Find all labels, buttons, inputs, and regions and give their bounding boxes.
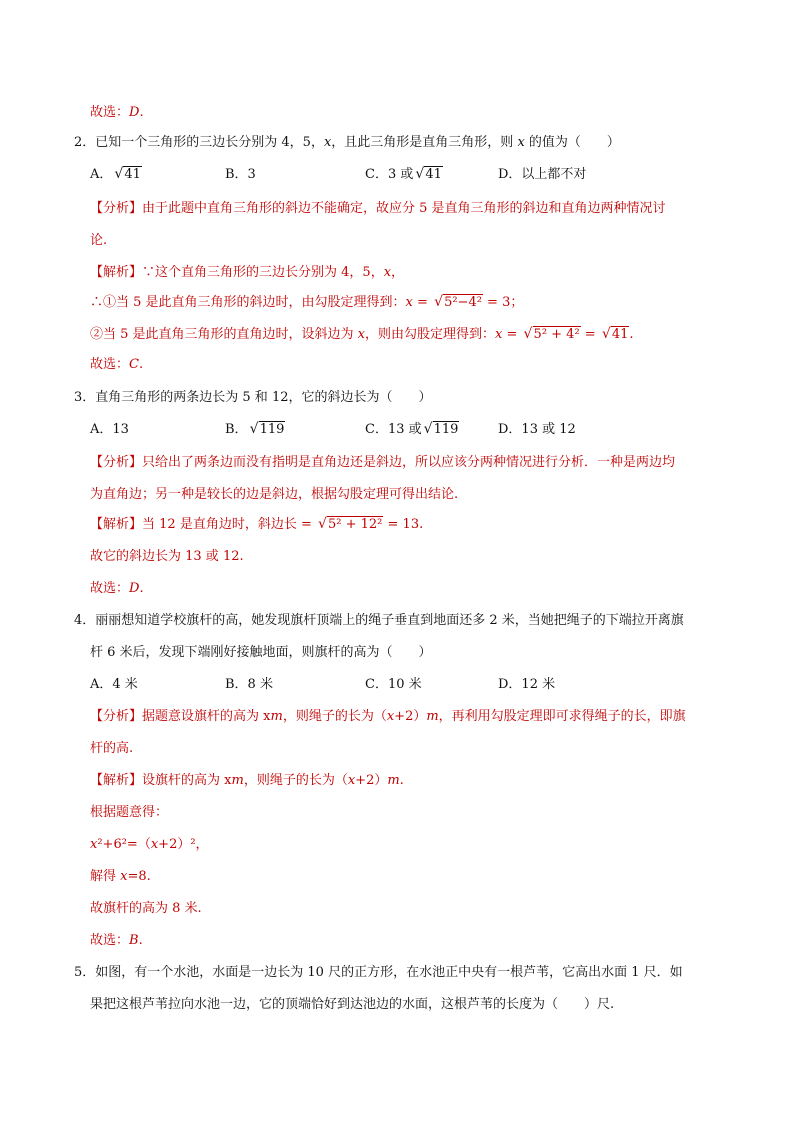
answer-text: 故选：B. <box>90 933 143 948</box>
question-3-stem <box>74 389 431 407</box>
solution-equation <box>90 836 209 854</box>
question-text: 4．丽丽想知道学校旗杆的高，她发现旗杆顶端上的绳子垂直到地面还多 2 米，当她把绳子的下端拉开离旗 <box>74 613 684 628</box>
analysis-text: 【分析】据题意设旗杆的高为 xm，则绳子的长为（x+2）m，再利用勾股定理即可求得绳子的长，即旗 <box>90 709 686 724</box>
solution-step <box>90 326 634 344</box>
question-4-stem <box>74 612 684 630</box>
option-c: C．3 或 √ 41 <box>365 166 442 182</box>
answer-text: 故选：D. <box>90 581 144 596</box>
option-b: B．3 <box>225 167 256 182</box>
solution-step <box>90 548 244 566</box>
answer-line <box>90 580 144 598</box>
analysis-text: 为直角边；另一种是较长的边是斜边，根据勾股定理可得出结论. <box>90 487 459 502</box>
analysis-line <box>90 200 666 218</box>
analysis-line-cont <box>90 486 458 504</box>
analysis-text: 【分析】只给出了两条边而没有指明是直角边还是斜边，所以应该分两种情况进行分析．一种是两边均 <box>90 455 676 470</box>
solution-text: 【解析】∵这个直角三角形的三边长分别为 4，5，x， <box>90 265 405 280</box>
solution-text: 根据题意得： <box>90 805 169 820</box>
answer-text: 故选：D. <box>90 105 144 120</box>
analysis-text: 【分析】由于此题中直角三角形的斜边不能确定，故应分 5 是直角三角形的斜边和直角边两种情况讨 <box>90 201 666 216</box>
question-text: 杆 6 米后，发现下端刚好接触地面，则旗杆的高为（ ） <box>90 645 432 660</box>
analysis-line <box>90 708 686 726</box>
option-b: B．8 米 <box>225 677 273 692</box>
question-4-stem-cont <box>90 644 432 662</box>
option-b: B． √ 119 <box>225 421 285 437</box>
analysis-text: 论. <box>90 233 108 248</box>
question-text: 3．直角三角形的两条边长为 5 和 12，它的斜边长为（ ） <box>74 390 432 405</box>
analysis-line-cont <box>90 232 107 250</box>
question-text: 2．已知一个三角形的三边长分别为 4，5，x，且此三角形是直角三角形，则 x 的值为（ ） <box>74 135 620 150</box>
question-text: 5．如图，有一个水池，水面是一边长为 10 尺的正方形，在水池正中央有一根芦苇，它高出水面 1 尺．如 <box>74 965 683 980</box>
solution-text: 故旗杆的高为 8 米. <box>90 901 202 916</box>
option-c: C．10 米 <box>365 677 422 692</box>
option-a: A． √ 41 <box>90 166 141 182</box>
solution-line <box>90 516 423 534</box>
question-5-stem-cont <box>90 996 614 1014</box>
answer-line <box>90 932 143 950</box>
option-a: A．13 <box>90 422 129 437</box>
question-text: 果把这根芦苇拉向水池一边，它的顶端恰好到达池边的水面，这根芦苇的长度为（ ）尺. <box>90 997 615 1012</box>
answer-text: 故选：C. <box>90 357 144 372</box>
question-5-stem <box>74 964 683 982</box>
solution-text: 【解析】当 12 是直角边时，斜边长 = √ 5² + 12² = 13. <box>90 516 424 532</box>
solution-step <box>90 804 168 822</box>
solution-text: 解得 x=8. <box>90 869 151 884</box>
option-d: D．以上都不对 <box>498 167 587 182</box>
solution-line <box>90 772 404 790</box>
solution-step <box>90 900 202 918</box>
analysis-text: 杆的高. <box>90 741 134 756</box>
option-d: D．12 米 <box>498 677 556 692</box>
answer-line <box>90 104 144 122</box>
solution-step <box>90 294 523 312</box>
analysis-line <box>90 454 675 472</box>
option-d: D．13 或 12 <box>498 422 576 437</box>
equation-text: x²+6²=（x+2）²， <box>90 837 209 852</box>
solution-text: ∴①当 5 是此直角三角形的斜边时，由勾股定理得到：x = √ 5²−4² = 3； <box>90 294 524 310</box>
question-2-stem <box>74 134 620 152</box>
solution-text: ②当 5 是此直角三角形的直角边时，设斜边为 x，则由勾股定理得到：x = √ 5² + 4² = √ 41. <box>90 326 634 342</box>
answer-line <box>90 356 143 374</box>
analysis-line-cont <box>90 740 133 758</box>
solution-line <box>90 264 404 282</box>
solution-step <box>90 868 151 886</box>
solution-text: 【解析】设旗杆的高为 xm，则绳子的长为（x+2）m. <box>90 773 404 788</box>
option-c: C．13 或 √ 119 <box>365 421 459 437</box>
option-a: A．4 米 <box>90 677 138 692</box>
solution-text: 故它的斜边长为 13 或 12. <box>90 549 244 564</box>
